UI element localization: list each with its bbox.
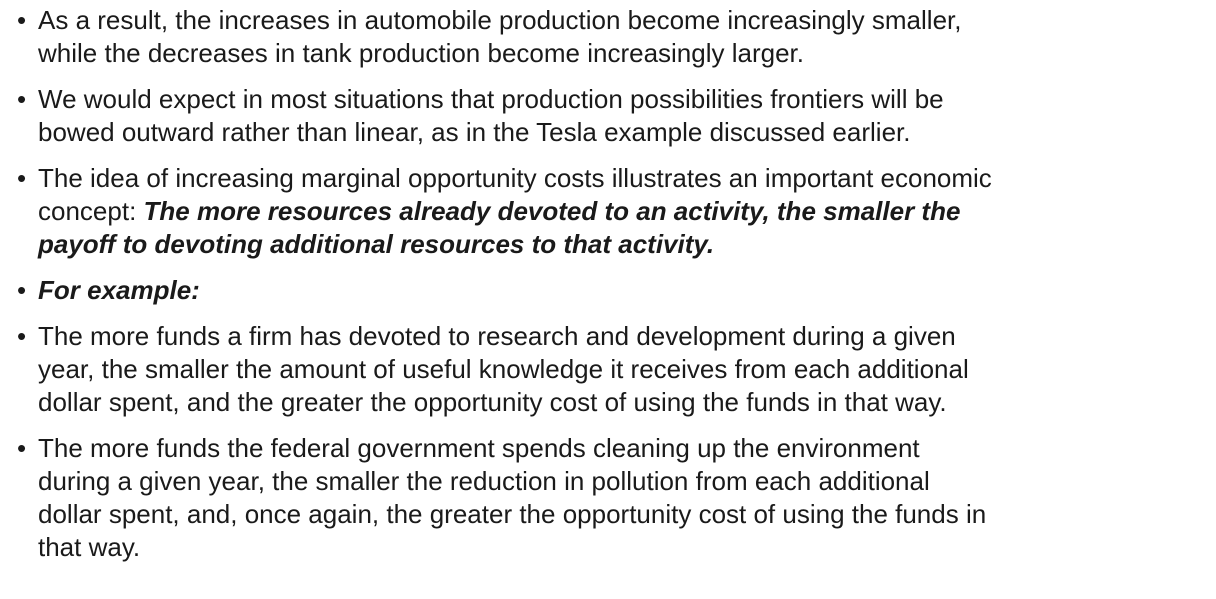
text-segment-emphasis: payoff to devoting additional resources to that activity.: [38, 229, 715, 259]
text-line: [38, 195, 1210, 228]
text-segment: We would expect in most situations that production possibilities frontiers will be: [38, 84, 944, 114]
text-line: [38, 432, 1210, 465]
bullet-item-3: [14, 162, 1210, 261]
text-segment: The more funds a firm has devoted to research and development during a given: [38, 321, 956, 351]
text-segment-emphasis: For example:: [38, 275, 200, 305]
text-line: [38, 531, 1210, 564]
bullet-item-2: [14, 83, 1210, 149]
text-segment-emphasis: The more resources already devoted to an activity, the smaller the: [143, 196, 961, 226]
text-line: [38, 274, 1210, 307]
text-line: [38, 353, 1210, 386]
text-line: [38, 37, 1210, 70]
text-segment: dollar spent, and, once again, the greater the opportunity cost of using the funds in: [38, 499, 987, 529]
text-segment: bowed outward rather than linear, as in the Tesla example discussed earlier.: [38, 117, 911, 147]
text-segment: year, the smaller the amount of useful knowledge it receives from each additional: [38, 354, 969, 384]
text-line: [38, 465, 1210, 498]
text-segment: concept:: [38, 196, 144, 226]
text-line: [38, 498, 1210, 531]
text-segment: The more funds the federal government spends cleaning up the environment: [38, 433, 920, 463]
bullet-item-4: [14, 274, 1210, 307]
bullet-text: [38, 162, 1210, 261]
text-line: [38, 228, 1210, 261]
bullet-text: [38, 274, 1210, 307]
bullet-marker: •: [17, 84, 27, 114]
text-segment: dollar spent, and the greater the opportunity cost of using the funds in that way.: [38, 387, 947, 417]
bullet-text: [38, 432, 1210, 564]
text-segment: The idea of increasing marginal opportunity costs illustrates an important economic: [38, 163, 992, 193]
bullet-marker: •: [17, 163, 27, 193]
text-segment: during a given year, the smaller the reduction in pollution from each additional: [38, 466, 930, 496]
bullet-marker: •: [17, 433, 27, 463]
bullet-text: [38, 320, 1210, 419]
text-segment: that way.: [38, 532, 141, 562]
text-segment: while the decreases in tank production become increasingly larger.: [38, 38, 804, 68]
bullet-marker: •: [17, 275, 27, 305]
text-segment: As a result, the increases in automobile production become increasingly smaller,: [38, 5, 962, 35]
bullet-item-5: [14, 320, 1210, 419]
bullet-item-6: [14, 432, 1210, 564]
bullet-marker: •: [17, 321, 27, 351]
text-line: [38, 162, 1210, 195]
text-line: [38, 116, 1210, 149]
bullet-text: [38, 4, 1210, 70]
bullet-marker: •: [17, 5, 27, 35]
text-line: [38, 386, 1210, 419]
bullet-item-1: [14, 4, 1210, 70]
text-line: [38, 320, 1210, 353]
bullet-text: [38, 83, 1210, 149]
text-line: [38, 4, 1210, 37]
text-line: [38, 83, 1210, 116]
